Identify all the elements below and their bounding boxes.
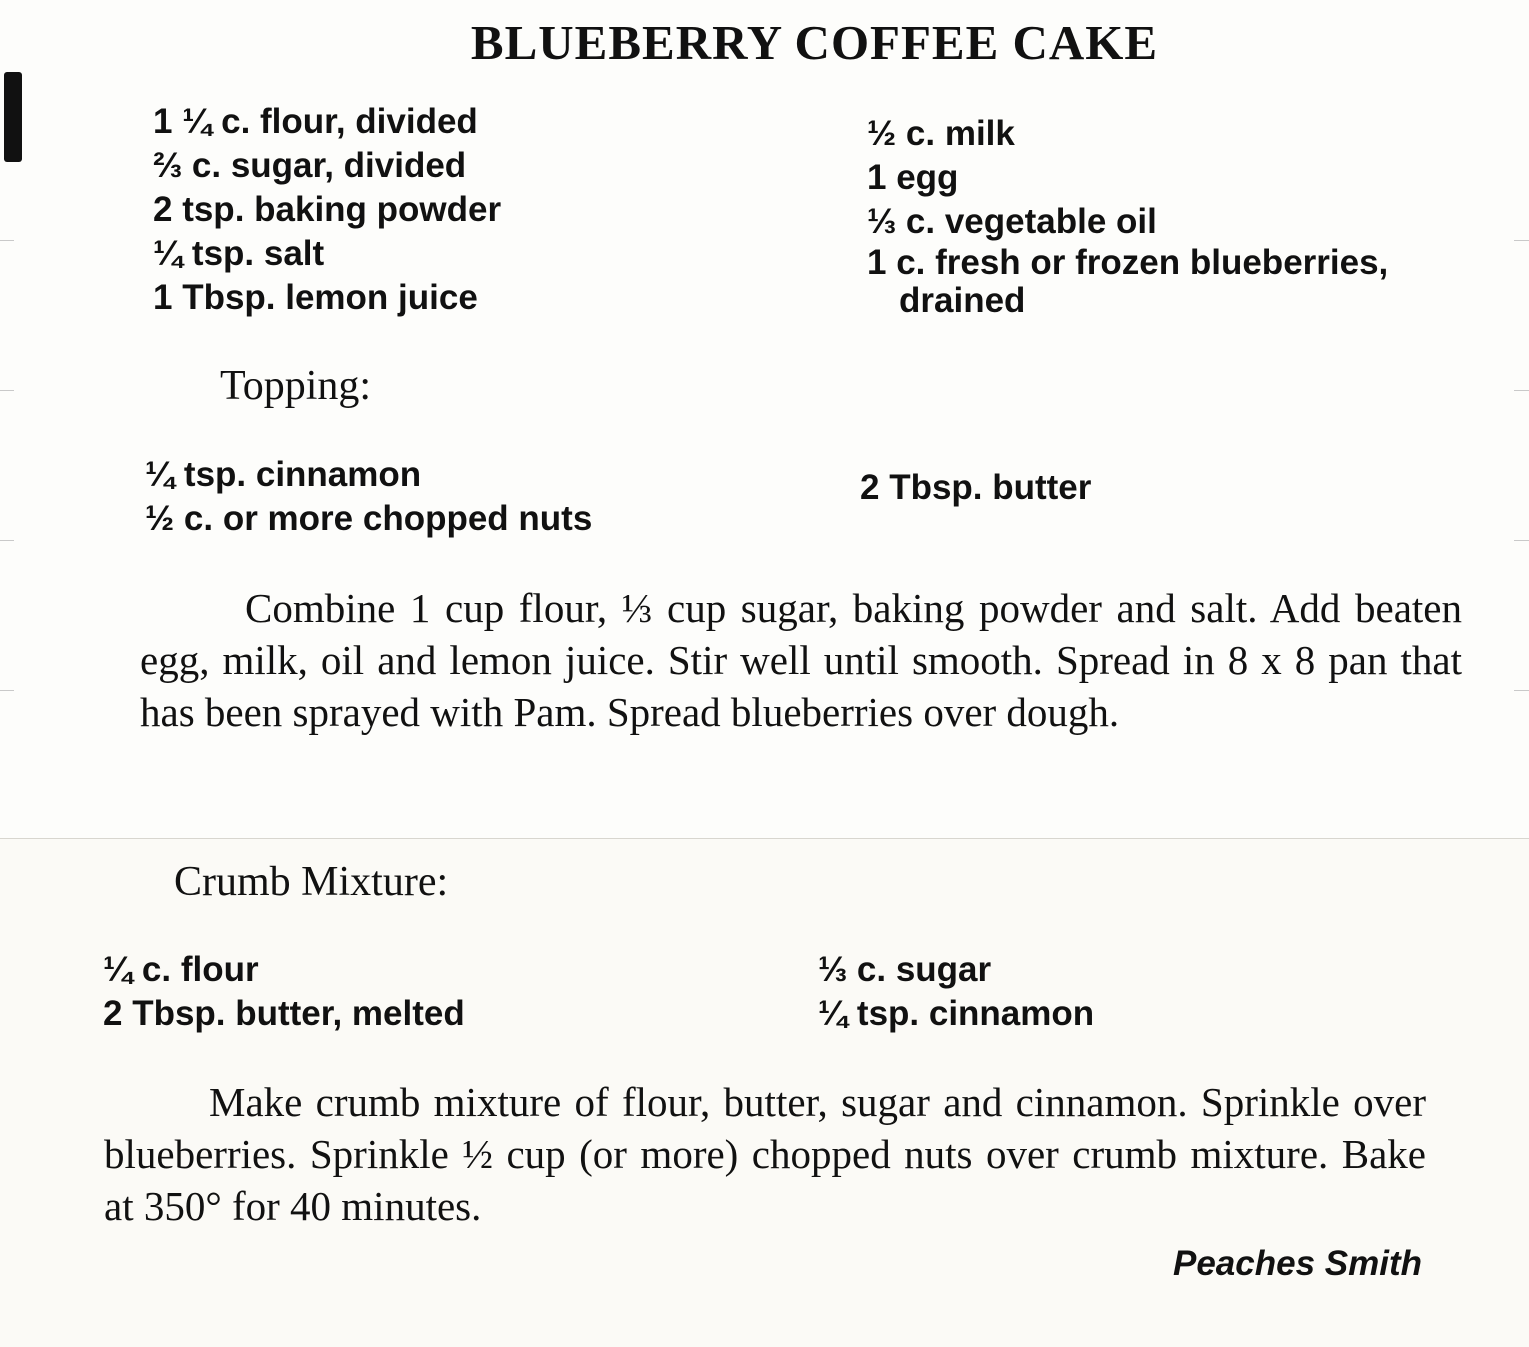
crumb-item: 2 Tbsp. butter, melted xyxy=(103,994,465,1033)
ingredient-item: ⅔ c. sugar, divided xyxy=(153,146,467,185)
left-edge-tick xyxy=(0,540,14,541)
ingredients-left-list xyxy=(153,100,501,320)
crumb-mixture-heading: Crumb Mixture: xyxy=(174,859,449,905)
right-edge-tick xyxy=(1514,690,1529,691)
crumb-left-list xyxy=(103,948,465,1036)
topping-item: 2 Tbsp. butter xyxy=(860,468,1092,507)
right-edge-tick xyxy=(1514,390,1529,391)
binder-mark xyxy=(4,72,22,162)
recipe-title: BLUEBERRY COFFEE CAKE xyxy=(470,15,1159,70)
right-edge-tick xyxy=(1514,240,1529,241)
topping-right-list xyxy=(860,466,1091,510)
topping-item: ¼ tsp. cinnamon xyxy=(145,455,422,494)
instructions-paragraph-1: Combine 1 cup flour, ⅓ cup sugar, baking powder and salt. Add beaten egg, milk, oil and lemon juice. Stir well until smooth. Spread in 8 x 8 pan that has been sprayed with Pam. Spread blueberries over dough. xyxy=(140,585,1462,735)
ingredient-item: 1 egg xyxy=(867,158,959,197)
crumb-item: ⅓ c. sugar xyxy=(818,950,992,989)
right-edge-tick xyxy=(1514,540,1529,541)
instructions-paragraph-2: Make crumb mixture of flour, butter, sugar and cinnamon. Sprinkle over blueberries. Sprinkle ½ cup (or more) chopped nuts over crumb mixture. Bake at 350° for 40 minutes. xyxy=(104,1079,1426,1229)
crumb-right-list xyxy=(818,948,1094,1036)
left-edge-tick xyxy=(0,690,14,691)
topping-item: ½ c. or more chopped nuts xyxy=(145,499,593,538)
topping-heading: Topping: xyxy=(220,363,372,409)
left-edge-tick xyxy=(0,240,14,241)
ingredients-right-list xyxy=(867,112,1499,320)
ingredient-item: 1 ¼ c. flour, divided xyxy=(153,102,478,141)
left-edge-tick xyxy=(0,390,14,391)
crumb-item: ¼ tsp. cinnamon xyxy=(818,994,1095,1033)
ingredient-item: 1 Tbsp. lemon juice xyxy=(153,278,478,317)
ingredient-item: ⅓ c. vegetable oil xyxy=(867,202,1157,241)
topping-left-list xyxy=(145,453,592,541)
ingredient-item: 2 tsp. baking powder xyxy=(153,190,502,229)
ingredient-item: ¼ tsp. salt xyxy=(153,234,325,273)
ingredient-item: ½ c. milk xyxy=(867,114,1015,153)
recipe-author-signature: Peaches Smith xyxy=(1173,1244,1422,1283)
crumb-item: ¼ c. flour xyxy=(103,950,259,989)
ingredient-item: 1 c. fresh or frozen blueberries, drained xyxy=(867,243,1389,320)
